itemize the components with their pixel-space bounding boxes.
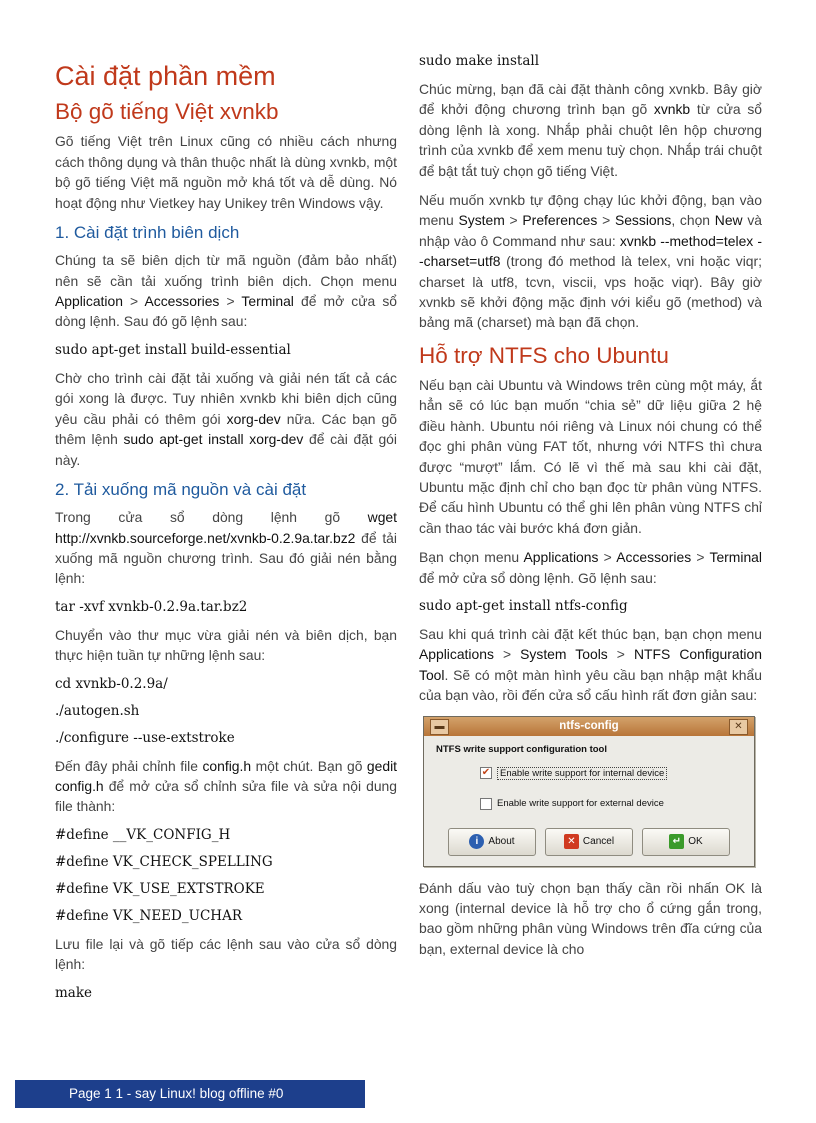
cancel-button[interactable]: ✕ Cancel bbox=[545, 828, 633, 856]
pkg-xorg-dev: xorg-dev bbox=[226, 410, 281, 427]
step2-paragraph: Trong cửa sổ dòng lệnh gõ wget http://xvnkb.sourceforge.net/xvnkb-0.2.9a.tar.bz2 để tải xuống mã nguồn chương trình. Sau đó giải nén bằng lệnh: bbox=[55, 509, 397, 587]
menu-applications: Applications bbox=[523, 549, 599, 566]
menu-application: Application bbox=[55, 293, 123, 310]
menu-terminal-2: Terminal bbox=[709, 549, 762, 566]
ntfs-config-dialog bbox=[423, 716, 755, 867]
left-column bbox=[55, 50, 397, 1011]
right-paragraph-5: Sau khi quá trình cài đặt kết thúc bạn, bạn chọn menu Applications > System Tools > NTFS Configuration Tool. Sẽ có một màn hình yêu cầu bạn nhập mật khẩu của bạn vào, rồi đến cửa sổ cấu hình rất đơn giản sau: bbox=[419, 625, 762, 704]
cmd-wget: wget http://xvnkb.sourceforge.net/xvnkb-0.2.9a.tar.bz2 bbox=[55, 509, 397, 546]
step2-paragraph-2: Chuyển vào thư mục vừa giải nén và biên dịch, bạn thực hiện tuần tự những lệnh sau: bbox=[55, 626, 397, 664]
option-external-label: Enable write support for external device bbox=[497, 798, 664, 810]
step1-heading: 1. Cài đặt trình biên dịch bbox=[55, 223, 240, 243]
option-external[interactable] bbox=[480, 798, 742, 810]
menu-ntfs-config-tool: NTFS Configuration Tool bbox=[419, 646, 762, 683]
right-paragraph-6: Đánh dấu vào tuỳ chọn bạn thấy cần rồi nhấn OK là xong (internal device là hỗ trợ cho ổ cứng gắn trong, bao gồm những phân vùng Windows trên đĩa cứng của bạn, external device là cho bbox=[419, 879, 762, 957]
about-button[interactable]: i About bbox=[448, 828, 536, 856]
code-define-3: #define VK_USE_EXTSTROKE bbox=[55, 880, 265, 897]
menu-accessories-2: Accessories bbox=[616, 549, 692, 566]
menu-system: System bbox=[458, 212, 505, 229]
footer-text: Page 1 1 - say Linux! blog offline #0 bbox=[69, 1086, 284, 1101]
dialog-title: ntfs-config bbox=[559, 719, 619, 732]
right-paragraph-4: Bạn chọn menu Applications > Accessories > Terminal để mở cửa sổ dòng lệnh. Gõ lệnh sau: bbox=[419, 549, 762, 586]
section-title-xvnkb: Bộ gõ tiếng Việt xvnkb bbox=[55, 99, 279, 125]
code-define-1: #define __VK_CONFIG_H bbox=[55, 826, 231, 843]
menu-accessories: Accessories bbox=[144, 293, 220, 310]
menu-applications-2: Applications bbox=[419, 646, 494, 663]
checkbox-external[interactable] bbox=[480, 798, 492, 810]
step2-heading: 2. Tải xuống mã nguồn và cài đặt bbox=[55, 479, 307, 499]
cmd-install-xorg: sudo apt-get install xorg-dev bbox=[123, 431, 304, 448]
step2-paragraph-3: Đến đây phải chỉnh file config.h một chút. Bạn gõ gedit config.h để mở cửa sổ chỉnh sửa file và sửa nội dung file thành: bbox=[55, 757, 398, 815]
right-paragraph-2: Nếu muốn xvnkb tự động chạy lúc khởi động, bạn vào menu System > Preferences > Sessions, chọn New và nhập vào ô Command như sau: xvnkb --method=telex --charset=utf8 (trong đó method là telex, vni hoặc viqr; charset là utf8, tcvn, viscii, vps hoặc viqr). Bây giờ xvnkb sẽ khởi động mặc định với kiểu gõ (method) và bảng mã (charset) mà bạn đã chọn. bbox=[419, 192, 762, 331]
menu-preferences: Preferences bbox=[522, 212, 598, 229]
code-make-install: sudo make install bbox=[419, 53, 540, 69]
option-internal[interactable] bbox=[480, 767, 742, 780]
code-build-essential: sudo apt-get install build-essential bbox=[55, 341, 291, 358]
right-paragraph-3: Nếu bạn cài Ubuntu và Windows trên cùng một máy, ắt hẳn sẽ có lúc bạn muốn “chia sẻ” dữ liệu giữa 2 hệ điều hành. Ubuntu nói riêng và Linux nói chung có thể đọc ghi phân vùng FAT tốt, nhưng với NTFS thì chưa được “mượt” lắm. Có lẽ vì thế mà sau khi cài đặt, Ubuntu mặc định chỉ cho bạn đọc từ phân vùng NTFS. Để cấu hình Ubuntu có thể ghi lên phân vùng NTFS chỉ cần thao tác vài bước khá đơn giản. bbox=[419, 376, 762, 536]
step1-paragraph-2: Chờ cho trình cài đặt tải xuống và giải nén tất cả các gói xong là được. Tuy nhiên xvnkb khi biên dịch cũng yêu cầu phải có thêm gói xorg-dev nữa. Các bạn gõ thêm lệnh sudo apt-get install xorg-dev để cài đặt gói này. bbox=[55, 369, 397, 468]
ok-icon: ↵ bbox=[669, 834, 684, 849]
section-title-ntfs: Hỗ trợ NTFS cho Ubuntu bbox=[419, 342, 669, 368]
minimize-icon[interactable]: ▬ bbox=[430, 719, 449, 735]
dialog-heading: NTFS write support configuration tool bbox=[436, 743, 607, 755]
ok-button[interactable]: ↵ OK bbox=[642, 828, 730, 856]
menu-system-tools: System Tools bbox=[520, 646, 608, 663]
menu-sessions: Sessions bbox=[614, 212, 672, 229]
page-title: Cài đặt phần mềm bbox=[55, 61, 276, 91]
right-paragraph-1: Chúc mừng, bạn đã cài đặt thành công xvnkb. Bây giờ để khởi động chương trình bạn gõ xvnkb từ cửa sổ dòng lệnh là xong. Nhắp phải chuột lên hộp chương trình của xvnkb để xem menu tuỳ chọn. Nhắp trái chuột để bật tắt tuỳ chọn gõ tiếng Việt. bbox=[419, 81, 762, 179]
dialog-titlebar bbox=[424, 717, 754, 736]
code-make: make bbox=[55, 984, 93, 1001]
menu-new: New bbox=[714, 212, 743, 229]
cancel-icon: ✕ bbox=[564, 834, 579, 849]
code-configure: ./configure --use-extstroke bbox=[55, 729, 235, 746]
code-autogen: ./autogen.sh bbox=[55, 702, 140, 719]
cmd-xvnkb: xvnkb bbox=[653, 101, 691, 118]
intro-paragraph: Gõ tiếng Việt trên Linux cũng có nhiều cách nhưng cách thông dụng và thân thuộc nhất là dùng xvnkb, một bộ gõ tiếng Việt mã nguồn mở khá tốt và dễ dùng. Nó hoạt động như Vietkey hay Unikey trên Windows vậy. bbox=[55, 133, 397, 211]
menu-terminal: Terminal bbox=[241, 293, 294, 310]
code-define-2: #define VK_CHECK_SPELLING bbox=[55, 853, 273, 870]
step1-paragraph: Chúng ta sẽ biên dịch từ mã nguồn (đảm bảo nhất) nên sẽ cần tải xuống trình biên dịch. Chọn menu Application > Accessories > Terminal để mở cửa sổ dòng lệnh. Sau đó gõ lệnh sau: bbox=[55, 252, 397, 330]
checkbox-internal-checked-icon[interactable]: ✔ bbox=[481, 767, 491, 779]
step2-paragraph-4: Lưu file lại và gõ tiếp các lệnh sau vào cửa sổ dòng lệnh: bbox=[55, 935, 397, 973]
close-icon[interactable]: ✕ bbox=[729, 719, 748, 735]
code-cd: cd xvnkb-0.2.9a/ bbox=[55, 675, 168, 692]
cmd-gedit: gedit config.h bbox=[55, 757, 398, 795]
info-icon: i bbox=[469, 834, 484, 849]
file-config-h: config.h bbox=[202, 757, 252, 774]
option-internal-label: Enable write support for internal device bbox=[497, 767, 667, 780]
right-column bbox=[419, 50, 762, 968]
code-define-4: #define VK_NEED_UCHAR bbox=[55, 907, 242, 924]
code-tar: tar -xvf xvnkb-0.2.9a.tar.bz2 bbox=[55, 598, 248, 615]
cmd-xvnkb-telex: xvnkb --method=telex --charset=utf8 bbox=[419, 232, 762, 270]
code-ntfs-config: sudo apt-get install ntfs-config bbox=[419, 597, 628, 614]
page-footer bbox=[15, 1080, 365, 1108]
